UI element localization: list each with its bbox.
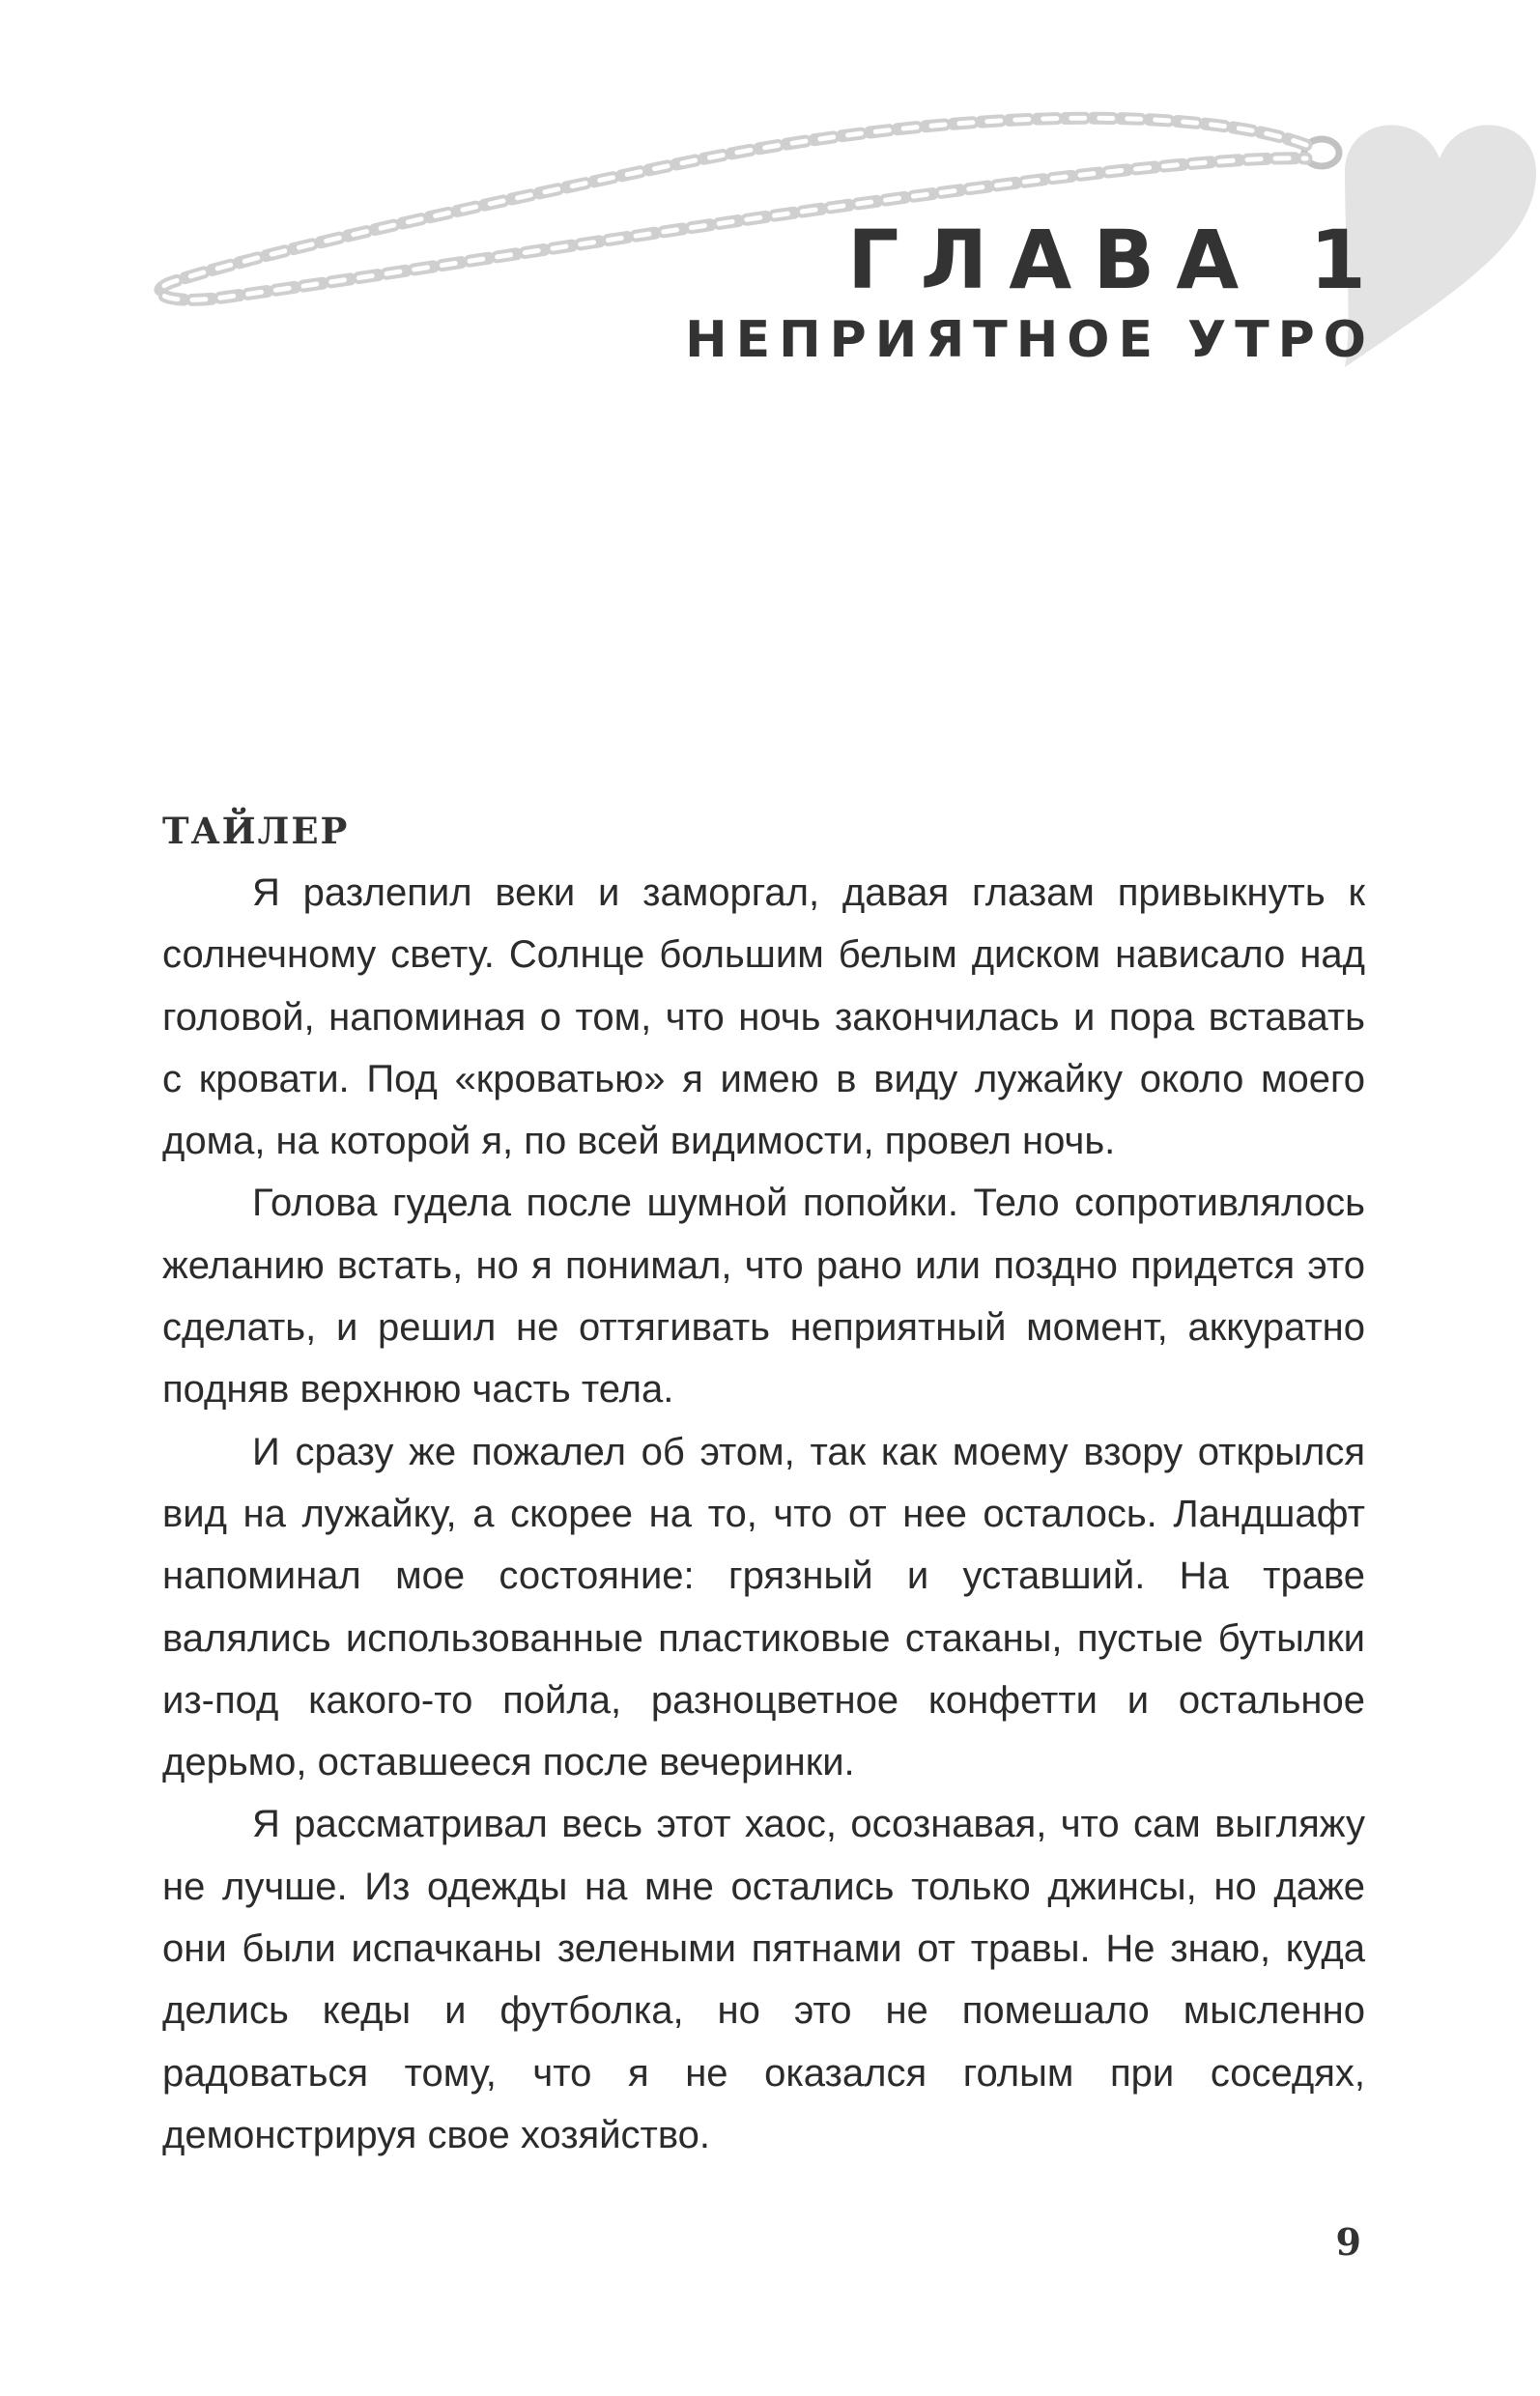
body-text bbox=[162, 862, 1365, 2166]
paragraph: Голова гудела после шумной попойки. Тело сопротивлялось желанию встать, но я понимал, что рано или поздно придется это сделать, и решил не оттягивать неприятный момент, аккуратно подняв верхнюю часть тела. bbox=[162, 1182, 1365, 1412]
chapter-title: НЕПРИЯТНОЕ УТРО bbox=[685, 311, 1375, 369]
paragraph: И сразу же пожалел об этом, так как моему взору открылся вид на лужайку, а скорее на то, что от нее осталось. Ландшафт напоминал мое состояние: грязный и уставший. На траве валялись использованные пластиковые стаканы, пустые бутылки из-под какого-то пойла, разноцветное конфетти и остальное дерьмо, оставшееся после вечеринки. bbox=[162, 1430, 1365, 1784]
narrator-heading: ТАЙЛЕР bbox=[162, 810, 350, 852]
chapter-number: ГЛАВА 1 bbox=[846, 213, 1387, 307]
paragraph: Я рассматривал весь этот хаос, осознавая, что сам выгляжу не лучше. Из одежды на мне остались только джинсы, но даже они были испачканы зелеными пятнами от травы. Не знаю, куда делись кеды и футболка, но это не помешало мысленно радоваться тому, что я не оказался голым при соседях, демонстрируя свое хозяйство. bbox=[162, 1803, 1365, 2156]
paragraph: Я разлепил веки и заморгал, давая глазам привыкнуть к солнечному свету. Солнце большим белым диском нависало над головой, напоминая о том, что ночь закончилась и пора вставать с кровати. Под «кроватью» я имею в виду лужайку около моего дома, на которой я, по всей видимости, провел ночь. bbox=[162, 871, 1365, 1163]
page-number: 9 bbox=[1335, 2220, 1361, 2264]
